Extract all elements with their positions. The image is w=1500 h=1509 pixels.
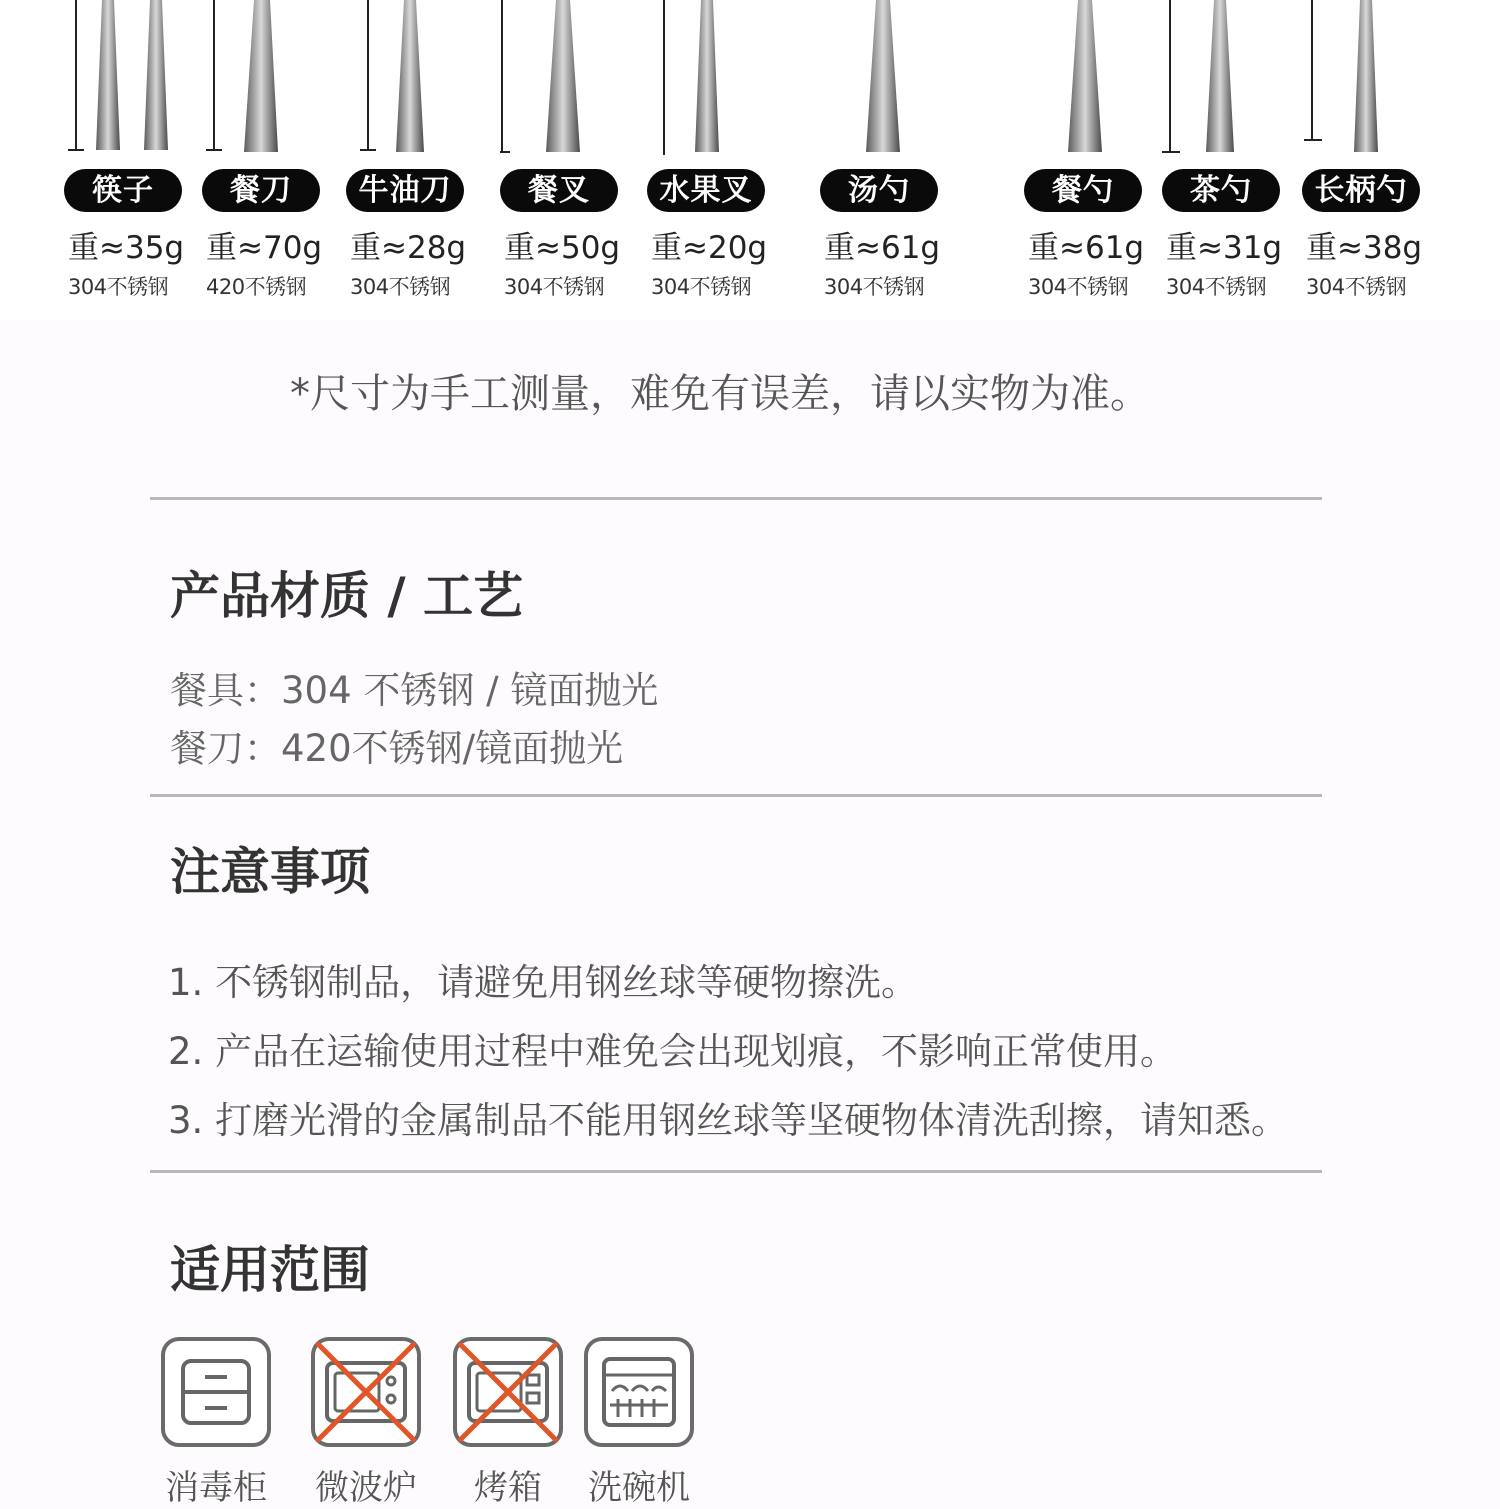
utensil-name-badge: 牛油刀	[346, 169, 464, 212]
utensil-item	[1162, 0, 1292, 300]
divider	[150, 497, 1322, 500]
usage-label: 烤箱	[474, 1468, 542, 1508]
utensil-name-badge: 筷子	[64, 169, 182, 212]
utensil-name-badge: 餐勺	[1024, 169, 1142, 212]
utensil-weight: 重≈61g	[1028, 230, 1145, 266]
butter-knife-icon	[346, 0, 476, 155]
utensil-material: 304不锈钢	[824, 275, 925, 299]
utensil-weight: 重≈38g	[1306, 230, 1423, 266]
dinner-spoon-icon	[1024, 0, 1154, 155]
utensil-item	[500, 0, 630, 300]
utensil-material: 304不锈钢	[1166, 275, 1267, 299]
utensil-item	[202, 0, 332, 300]
utensil-material: 304不锈钢	[350, 275, 451, 299]
fruit-fork-icon	[647, 0, 777, 155]
utensil-name-badge: 餐刀	[202, 169, 320, 212]
utensil-material: 304不锈钢	[68, 275, 169, 299]
long-spoon-icon	[1302, 0, 1432, 155]
oven-icon	[453, 1337, 563, 1447]
dishwasher-icon	[584, 1337, 694, 1447]
utensil-weight: 重≈20g	[651, 230, 768, 266]
section-title-material: 产品材质 / 工艺	[170, 567, 524, 625]
utensil-weight: 重≈50g	[504, 230, 621, 266]
utensil-weight: 重≈28g	[350, 230, 467, 266]
fork-icon	[500, 0, 630, 155]
measurement-note: *尺寸为手工测量，难免有误差，请以实物为准。	[290, 371, 1150, 417]
tea-spoon-icon	[1162, 0, 1292, 155]
utensil-item	[820, 0, 950, 300]
usage-label: 微波炉	[315, 1468, 417, 1508]
utensil-item	[1302, 0, 1432, 300]
divider	[150, 1170, 1322, 1173]
utensil-item	[1024, 0, 1154, 300]
utensil-name-badge: 茶勺	[1162, 169, 1280, 212]
caution-item: 1. 不锈钢制品，请避免用钢丝球等硬物擦洗。	[168, 961, 919, 1004]
utensil-item	[647, 0, 777, 300]
knife-icon	[202, 0, 332, 155]
section-title-caution: 注意事项	[170, 843, 370, 901]
utensil-weight: 重≈31g	[1166, 230, 1283, 266]
caution-item: 3. 打磨光滑的金属制品不能用钢丝球等坚硬物体清洗刮擦，请知悉。	[168, 1099, 1289, 1142]
material-line: 餐具：304 不锈钢 / 镜面抛光	[170, 669, 659, 712]
caution-item: 2. 产品在运输使用过程中难免会出现划痕，不影响正常使用。	[168, 1030, 1178, 1073]
utensil-weight: 重≈35g	[68, 230, 185, 266]
microwave-icon	[311, 1337, 421, 1447]
usage-label: 洗碗机	[588, 1468, 690, 1508]
utensil-name-badge: 长柄勺	[1302, 169, 1420, 212]
utensil-weight: 重≈61g	[824, 230, 941, 266]
utensil-material: 304不锈钢	[504, 275, 605, 299]
utensil-material: 304不锈钢	[1028, 275, 1129, 299]
section-title-usage: 适用范围	[170, 1241, 370, 1299]
usage-label: 消毒柜	[165, 1468, 267, 1508]
utensil-material: 304不锈钢	[1306, 275, 1407, 299]
divider	[150, 794, 1322, 797]
utensil-material: 304不锈钢	[651, 275, 752, 299]
utensil-item	[64, 0, 194, 300]
utensil-name-badge: 餐叉	[500, 169, 618, 212]
utensil-weight: 重≈70g	[206, 230, 323, 266]
chopsticks-icon	[64, 0, 194, 155]
sterilizer-cabinet-icon	[161, 1337, 271, 1447]
utensil-name-badge: 水果叉	[647, 169, 765, 212]
utensil-material: 420不锈钢	[206, 275, 307, 299]
soup-spoon-icon	[820, 0, 950, 155]
utensil-name-badge: 汤勺	[820, 169, 938, 212]
utensil-item	[346, 0, 476, 300]
material-line: 餐刀：420不锈钢/镜面抛光	[170, 727, 624, 770]
